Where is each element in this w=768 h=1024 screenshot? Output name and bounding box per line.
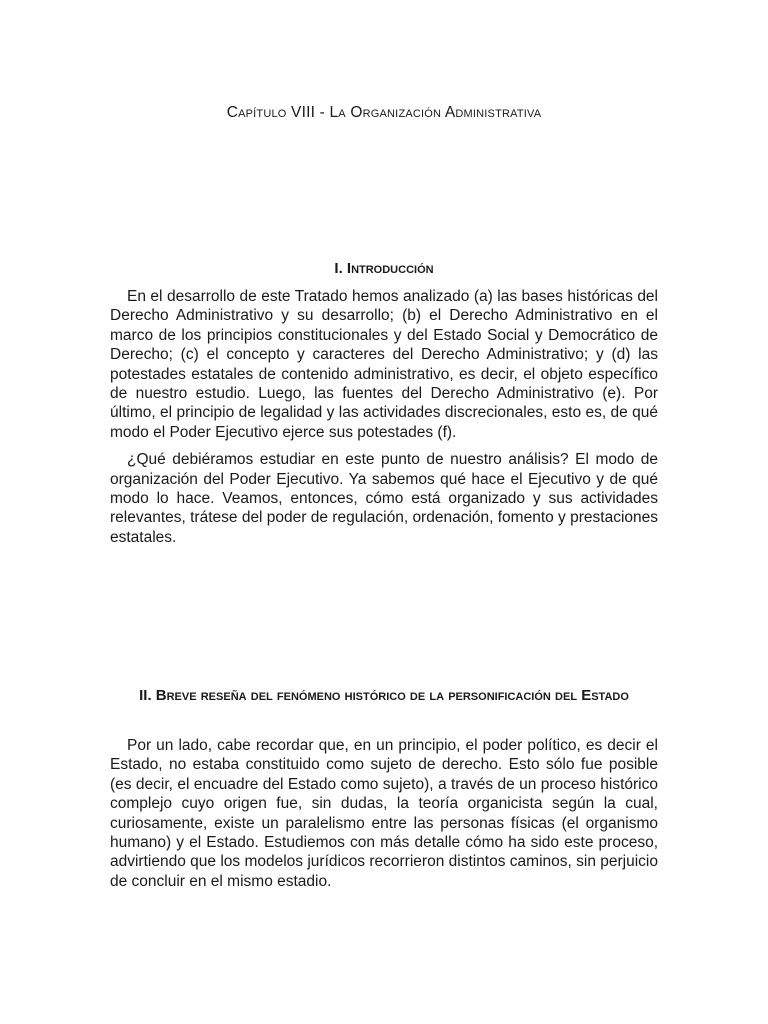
paragraph: Por un lado, cabe recordar que, en un principio, el poder político, es decir el Estado, no estaba constituido como sujeto de derecho. Esto sólo fue posible (es decir, el encuadre del Estado como sujeto), a través de un proceso histórico complejo cuyo origen fue, sin dudas, la teoría organicista según la cual, curiosamente, existe un paralelismo entre las personas físicas (el organismo humano) y el Estado. Estudiemos con más detalle cómo ha sido este proceso, advirtiendo que los modelos jurídicos recorrieron distintos caminos, sin perjuicio de concluir en el mismo estadio. xyxy=(110,737,658,890)
paragraph: En el desarrollo de este Tratado hemos analizado (a) las bases históricas del Derecho Administrativo y su desarrollo; (b) el Derecho Administrativo en el marco de los principios constitucionales y del Estado Social y Democrático de Derecho; (c) el concepto y caracteres del Derecho Administrativo; y (d) las potestades estatales de contenido administrativo, es decir, el objeto específico de nuestro estudio. Luego, las fuentes del Derecho Administrativo (e). Por último, el principio de legalidad y las actividades discrecionales, esto es, de qué modo el Poder Ejecutivo ejerce sus potestades (f). xyxy=(110,288,658,441)
section-heading-introduccion: I. Introducción xyxy=(334,260,434,277)
chapter-title: Capítulo VIII - La Organización Administrativa xyxy=(226,104,542,121)
section-body-personificacion xyxy=(110,736,658,899)
section-heading-personificacion: II. Breve reseña del fenómeno histórico de la personificación del Estado xyxy=(139,687,629,704)
paragraph: ¿Qué debiéramos estudiar en este punto de nuestro análisis? El modo de organización del Poder Ejecutivo. Ya sabemos qué hace el Ejecutivo y de qué modo lo hace. Veamos, entonces, cómo está organizado y sus actividades relevantes, trátese del poder de regulación, ordenación, fomento y prestaciones estatales. xyxy=(110,451,659,546)
section-body-introduccion xyxy=(110,287,658,555)
